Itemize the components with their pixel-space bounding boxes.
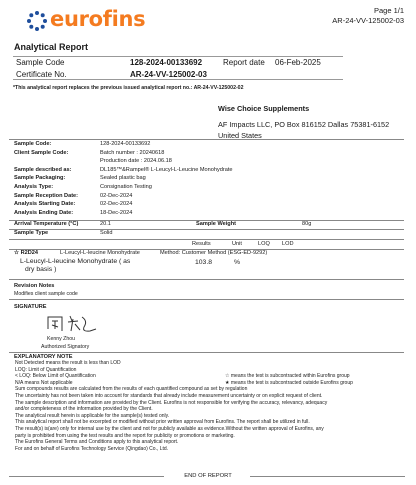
client-name: Wise Choice Supplements <box>218 104 310 113</box>
sample-row-label: Sample described as: <box>14 166 72 173</box>
client-block <box>218 103 389 141</box>
explanatory-paragraph-line: The uncertainty has not been taken into account for standards that already include measurement uncertainty or on explicit request of client. <box>15 392 323 399</box>
sample-row-value: Sealed plastic bag <box>100 175 146 182</box>
divider <box>9 352 404 353</box>
arrival-temp-label: Arrival Temperature (°C) <box>14 221 79 227</box>
explanatory-paragraph-line: party is prohibited from using the test results and the report for publicity or promotions or marketing. <box>15 432 235 439</box>
revision-title: Revision Notes <box>14 283 55 289</box>
sample-row-value: 02-Dec-2024 <box>100 192 133 199</box>
sample-row-label: Sample Packaging: <box>14 175 66 182</box>
divider <box>9 229 404 230</box>
sample-row-value: Batch number : 20240618 <box>100 149 165 156</box>
test-name: L-Leucyl-L-leucine Monohydrate <box>60 250 140 256</box>
arrival-temp-value: 20.1 <box>100 221 111 227</box>
explanatory-line: Not Detected means the result is less than LOD <box>15 360 121 366</box>
sample-row-label: Sample Code: <box>14 141 52 147</box>
analyte-basis: dry basis ) <box>25 266 57 273</box>
signatory-role: Authorized Signatory <box>41 344 90 350</box>
report-date-value: 06-Feb-2025 <box>275 58 321 67</box>
explanatory-body <box>15 360 407 452</box>
sample-type-label: Sample Type <box>14 230 49 236</box>
col-unit: Unit <box>232 241 242 247</box>
divider <box>9 279 404 280</box>
explanatory-symbol-line: ★ means the test is subcontracted outside Eurofins group <box>225 379 353 386</box>
sample-row-value: Consignation Testing <box>100 184 152 190</box>
explanatory-paragraph-line: Sum compounds results are calculated from the results of each quantified compound as set by regulation <box>15 386 248 393</box>
explanatory-paragraph-line: and/or completeness of the information provided by the Client. <box>15 406 153 413</box>
header-report-no: AR-24-VV-125002-03 <box>332 16 404 25</box>
client-country: United States <box>218 131 262 140</box>
analyte-name: L-Leucyl-L-leucine Monohydrate ( as <box>20 258 131 265</box>
sample-row-value: Production date : 2024.06.18 <box>100 158 172 165</box>
sample-row-label: Analysis Type: <box>14 184 54 190</box>
sample-weight-value: 80g <box>302 221 312 227</box>
sample-row-label: Analysis Starting Date: <box>14 201 76 208</box>
eurofins-logo <box>26 8 176 36</box>
sample-code-value: 128-2024-00133692 <box>130 58 203 67</box>
explanatory-paragraph-line: The Eurofins General Terms and Conditions apply to this analytical report. <box>15 439 179 446</box>
certificate-label: Certificate No. <box>16 70 67 79</box>
divider <box>9 139 404 140</box>
revision-text: Modifies client sample code <box>14 291 78 297</box>
eurofins-dots-icon <box>26 10 48 32</box>
page-number: Page 1/1 <box>373 6 404 15</box>
explanatory-paragraph-line: The result(s) is(are) only for internal use by the client and not for publicly available as evidence.Without the written approval of Eurofins, any <box>15 425 324 432</box>
divider <box>9 239 404 240</box>
logo-text: eurofins <box>50 7 146 31</box>
signatory-name: Kenny Zhou <box>47 336 75 342</box>
report-date-label: Report date <box>223 58 265 67</box>
explanatory-line: LOQ: Limit of Quantification <box>15 366 77 373</box>
explanatory-paragraph-line: The analytical result herein is applicable for the sample(s) tested only. <box>15 412 170 419</box>
col-lod: LOD <box>282 241 294 247</box>
report-header-box <box>13 56 343 80</box>
explanatory-paragraph-line: The sample description and information are provided by the Client. Eurofins is not responsible for verifying the accuracy, relevancy, adequacy <box>15 399 328 406</box>
result-unit: % <box>234 259 241 266</box>
col-results: Results <box>192 241 211 247</box>
test-method: Method: Customer Method (ESG-ED-9292) <box>160 250 268 256</box>
report-title: Analytical Report <box>14 42 89 52</box>
certificate-value: AR-24-VV-125002-03 <box>130 70 207 79</box>
sample-row-value: DL185™&Rampel® L-Leucyl-L-Leucine Monohydrate <box>100 166 233 173</box>
end-of-report: END OF REPORT <box>184 473 232 479</box>
explanatory-paragraph-line: This analytical report shall not be excerpted or modified without prior written approval from Eurofins. The report shall be utilized in full. <box>15 419 310 426</box>
sample-row-label: Client Sample Code: <box>14 149 69 156</box>
explanatory-title: EXPLANATORY NOTE <box>14 354 73 360</box>
result-value: 103.8 <box>195 259 213 266</box>
sample-row-value: 02-Dec-2024 <box>100 201 133 208</box>
col-loq: LOQ <box>258 241 270 247</box>
sample-row-value: 128-2024-00133692 <box>100 141 151 147</box>
handwritten-signature <box>44 313 100 335</box>
sample-row-label: Analysis Ending Date: <box>14 209 74 216</box>
signature-title: SIGNATURE <box>14 304 47 310</box>
sample-type-value: Solid <box>100 230 113 236</box>
sample-weight-label: Sample Weight <box>196 221 236 227</box>
sample-code-label: Sample Code <box>16 58 65 67</box>
explanatory-symbol-line: ☆ means the test is subcontracted within Eurofins group <box>225 373 350 380</box>
page-info <box>332 6 404 26</box>
test-code: ☆ R2D24 <box>14 250 38 256</box>
client-address: AF Impacts LLC, PO Box 816152 Dallas 75381-6152 <box>218 120 390 129</box>
explanatory-line: N/A means Not applicable <box>15 379 73 386</box>
divider <box>9 299 404 300</box>
explanatory-line: < LOQ: Below Limit of Quantification <box>15 373 96 380</box>
sample-row-value: 18-Dec-2024 <box>100 209 133 216</box>
sample-row-label: Sample Reception Date: <box>14 192 79 199</box>
explanatory-paragraph-line: For and on behalf of Eurofins Technology Service (Qingdao) Co., Ltd. <box>15 445 169 452</box>
replace-note: *This analytical report replaces the previous issued analytical report no.: AR-24-VV-125002-02 <box>13 85 244 91</box>
